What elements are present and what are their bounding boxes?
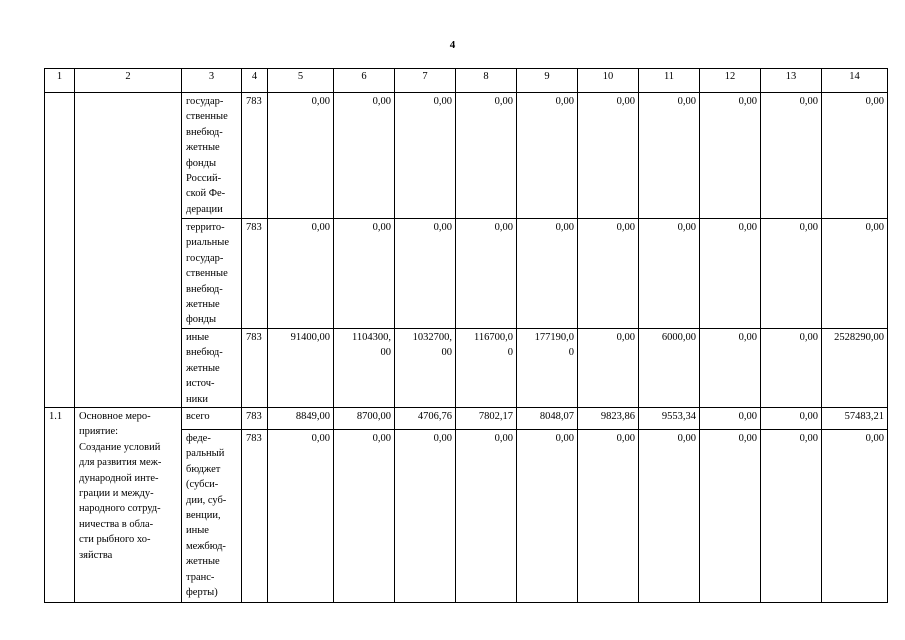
budget-table	[44, 68, 888, 603]
header-cell: 8	[456, 69, 517, 93]
value-cell: 0,00	[761, 430, 822, 603]
value-cell: 8048,07	[517, 408, 578, 430]
value-cell: 0,00	[700, 430, 761, 603]
value-cell: 0,00	[822, 219, 888, 329]
value-cell: 0,00	[700, 329, 761, 408]
header-cell: 10	[578, 69, 639, 93]
value-cell: 0,00	[517, 93, 578, 219]
value-cell: 0,00	[639, 219, 700, 329]
value-cell: 0,00	[578, 329, 639, 408]
value-cell: 9823,86	[578, 408, 639, 430]
value-cell: 0,00	[822, 93, 888, 219]
value-cell: 0,00	[456, 430, 517, 603]
code-cell: 783	[242, 329, 268, 408]
value-cell: 6000,00	[639, 329, 700, 408]
source-cell: иные внебюд- жетные источ- ники	[182, 329, 242, 408]
table-row	[45, 93, 888, 219]
value-cell: 4706,76	[395, 408, 456, 430]
source-cell: террито- риальные государ- ственные внебюд- жетные фонды	[182, 219, 242, 329]
value-cell: 0,00	[334, 430, 395, 603]
table-row	[45, 408, 888, 430]
value-cell: 0,00	[334, 93, 395, 219]
value-cell: 0,00	[578, 219, 639, 329]
value-cell: 0,00	[700, 219, 761, 329]
code-cell: 783	[242, 219, 268, 329]
header-cell: 3	[182, 69, 242, 93]
header-cell: 5	[268, 69, 334, 93]
value-cell: 177190,0 0	[517, 329, 578, 408]
header-cell: 1	[45, 69, 75, 93]
value-cell: 0,00	[700, 93, 761, 219]
value-cell: 0,00	[639, 93, 700, 219]
value-cell: 0,00	[761, 219, 822, 329]
header-cell: 7	[395, 69, 456, 93]
source-cell: всего	[182, 408, 242, 430]
header-cell: 11	[639, 69, 700, 93]
value-cell: 0,00	[395, 93, 456, 219]
code-cell: 783	[242, 408, 268, 430]
code-cell: 783	[242, 430, 268, 603]
header-cell: 14	[822, 69, 888, 93]
value-cell: 0,00	[268, 219, 334, 329]
value-cell: 9553,34	[639, 408, 700, 430]
value-cell: 7802,17	[456, 408, 517, 430]
value-cell: 0,00	[268, 430, 334, 603]
value-cell: 0,00	[822, 430, 888, 603]
value-cell: 8849,00	[268, 408, 334, 430]
page-number: 4	[449, 39, 456, 51]
value-cell: 0,00	[761, 93, 822, 219]
value-cell: 0,00	[761, 408, 822, 430]
code-cell: 783	[242, 93, 268, 219]
header-cell: 6	[334, 69, 395, 93]
header-cell: 12	[700, 69, 761, 93]
header-cell: 2	[75, 69, 182, 93]
value-cell: 0,00	[268, 93, 334, 219]
header-cell: 13	[761, 69, 822, 93]
value-cell: 2528290,00	[822, 329, 888, 408]
value-cell: 57483,21	[822, 408, 888, 430]
value-cell: 0,00	[517, 219, 578, 329]
value-cell: 0,00	[578, 93, 639, 219]
value-cell: 0,00	[334, 219, 395, 329]
event-cell: Основное меро- приятие: Создание условий для развития меж- дународной инте- грации и между- народного сотруд- ничества в обла- сти рыбного хо- зяйства	[75, 408, 182, 603]
event-cell	[75, 93, 182, 408]
value-cell: 1032700, 00	[395, 329, 456, 408]
value-cell: 1104300, 00	[334, 329, 395, 408]
source-cell: государ- ственные внебюд- жетные фонды Россий- ской Фе- дерации	[182, 93, 242, 219]
value-cell: 0,00	[395, 219, 456, 329]
index-cell: 1.1	[45, 408, 75, 603]
header-cell: 4	[242, 69, 268, 93]
value-cell: 8700,00	[334, 408, 395, 430]
index-cell	[45, 93, 75, 408]
value-cell: 0,00	[578, 430, 639, 603]
value-cell: 0,00	[700, 408, 761, 430]
source-cell: феде- ральный бюджет (субси- дии, суб- венции, иные межбюд- жетные транс- ферты)	[182, 430, 242, 603]
value-cell: 0,00	[395, 430, 456, 603]
value-cell: 116700,0 0	[456, 329, 517, 408]
header-row	[45, 69, 888, 93]
value-cell: 0,00	[456, 219, 517, 329]
value-cell: 0,00	[456, 93, 517, 219]
value-cell: 91400,00	[268, 329, 334, 408]
value-cell: 0,00	[761, 329, 822, 408]
header-cell: 9	[517, 69, 578, 93]
value-cell: 0,00	[639, 430, 700, 603]
value-cell: 0,00	[517, 430, 578, 603]
